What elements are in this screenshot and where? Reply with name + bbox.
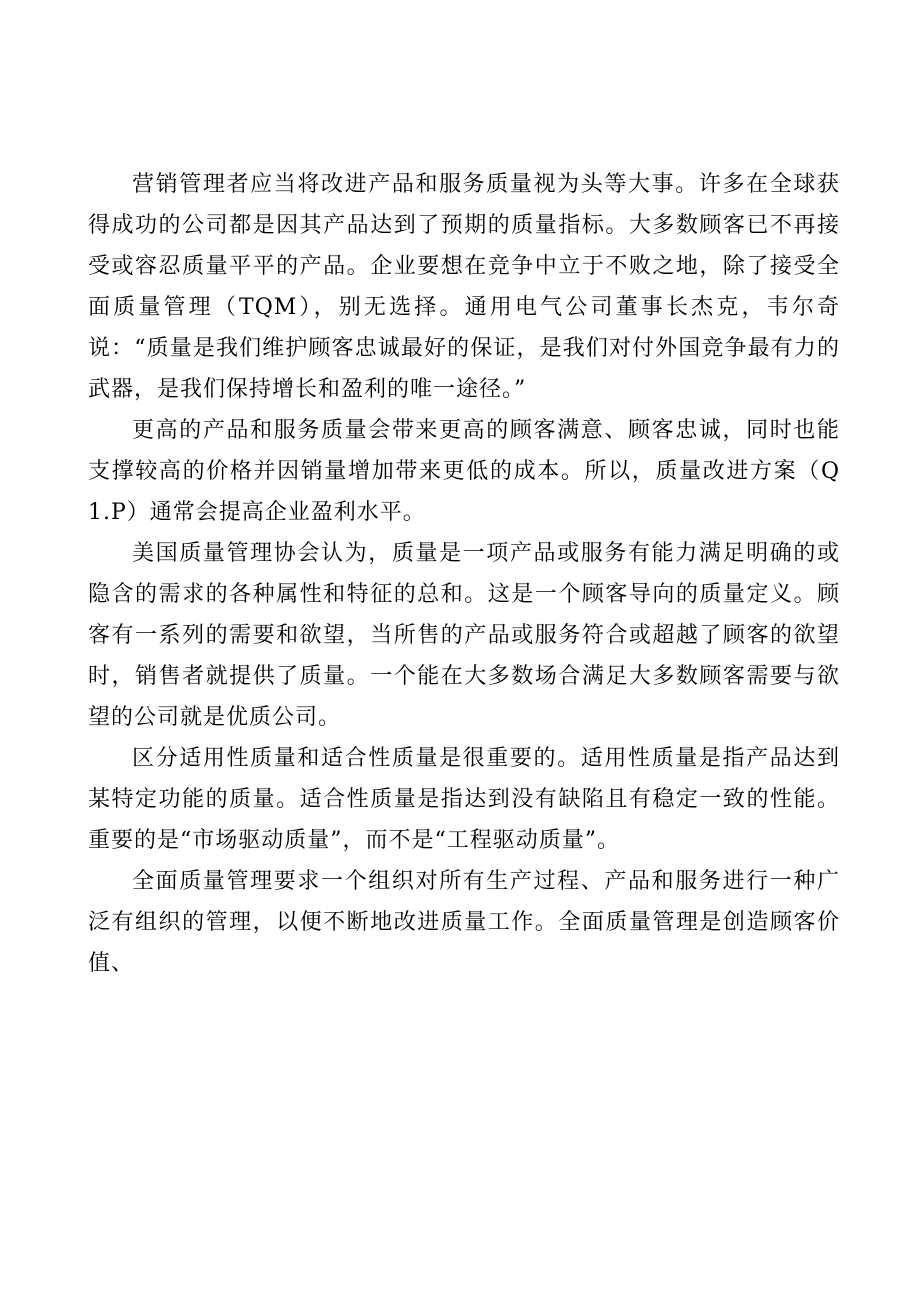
paragraph-5: 全面质量管理要求一个组织对所有生产过程、产品和服务进行一种广泛有组织的管理，以便不断地改进质量工作。全面质量管理是创造顾客价值、 [88, 869, 840, 976]
paragraph-3: 美国质量管理协会认为，质量是一项产品或服务有能力满足明确的或隐含的需求的各种属性和特征的总和。这是一个顾客导向的质量定义。顾客有一系列的需要和欲望，当所售的产品或服务符合或超越了顾客的欲望时，销售者就提供了质量。一个能在大多数场合满足大多数顾客需要与欲望的公司就是优质公司。 [88, 541, 840, 730]
paragraph-2: 更高的产品和服务质量会带来更高的顾客满意、顾客忠诚，同时也能支撑较高的价格并因销量增加带来更低的成本。所以，质量改进方案（Q1.P）通常会提高企业盈利水平。 [88, 418, 840, 525]
paragraph-4: 区分适用性质量和适合性质量是很重要的。适用性质量是指产品达到某特定功能的质量。适合性质量是指达到没有缺陷且有稳定一致的性能。重要的是“市场驱动质量”，而不是“工程驱动质量”。 [88, 746, 840, 853]
paragraph-1: 营销管理者应当将改进产品和服务质量视为头等大事。许多在全球获得成功的公司都是因其产品达到了预期的质量指标。大多数顾客已不再接受或容忍质量平平的产品。企业要想在竞争中立于不败之地，除了接受全面质量管理（TQM），别无选择。通用电气公司董事长杰克，韦尔奇说：“质量是我们维护顾客忠诚最好的保证，是我们对付外国竞争最有力的武器，是我们保持增长和盈利的唯一途径。” [88, 172, 840, 402]
document-body [88, 164, 840, 984]
